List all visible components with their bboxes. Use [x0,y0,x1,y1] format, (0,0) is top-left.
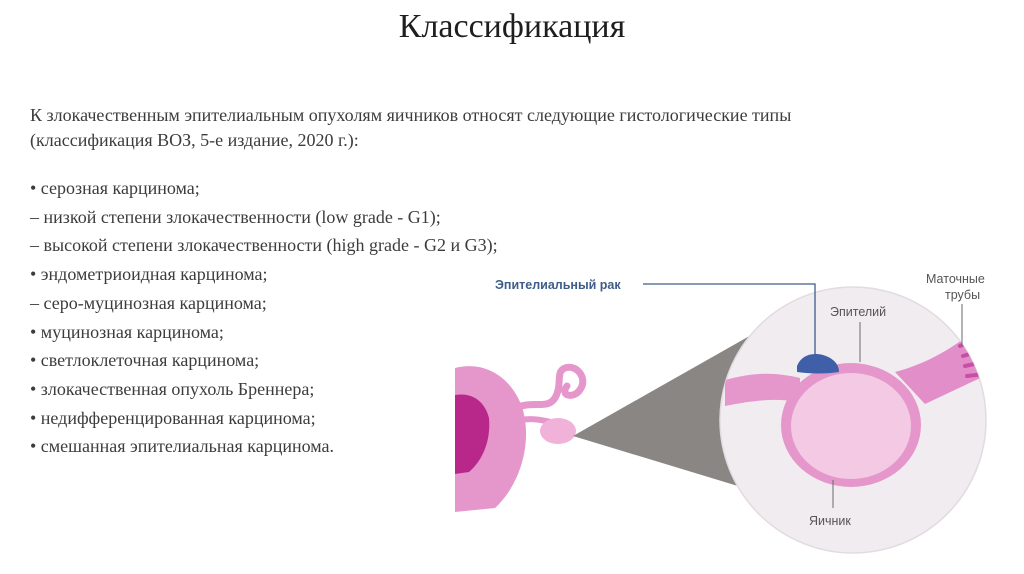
list-item: • недифференцированная карцинома; [30,407,316,428]
intro-line-2: (классификация ВОЗ, 5-е издание, 2020 г.): [30,130,359,150]
ovary-inner [791,373,911,479]
list-item: • светлоклеточная карцинома; [30,350,260,371]
list-item: • серозная карцинома; [30,178,200,198]
label-tubes-line2: трубы [945,288,981,302]
page-title: Классификация [398,8,626,45]
intro-line-1: К злокачественным эпителиальным опухолям яичников относят следующие гистологические типы [30,105,792,125]
ovary-diagram [455,260,1024,574]
label-cancer: Эпителиальный рак [495,278,621,292]
fallopian-tube-small [515,367,583,408]
label-epithelium: Эпителий [830,305,887,319]
list-item: – серо-муцинозная карцинома; [30,292,267,313]
list-item: – низкой степени злокачественности (low grade - G1); [30,206,441,227]
list-item: • смешанная эпителиальная карцинома. [30,436,335,457]
list-item: • муцинозная карцинома; [30,321,224,342]
list-item: – высокой степени злокачественности (high grade - G2 и G3); [30,235,498,256]
ovary-illustration [455,260,1024,574]
label-tubes-line1: Маточные [926,272,985,286]
small-ovary [540,418,576,444]
intro-text [30,103,980,153]
list-item: • злокачественная опухоль Бреннера; [30,378,315,399]
list-item: • эндометриоидная карцинома; [30,264,268,285]
label-ovary: Яичник [809,514,851,528]
